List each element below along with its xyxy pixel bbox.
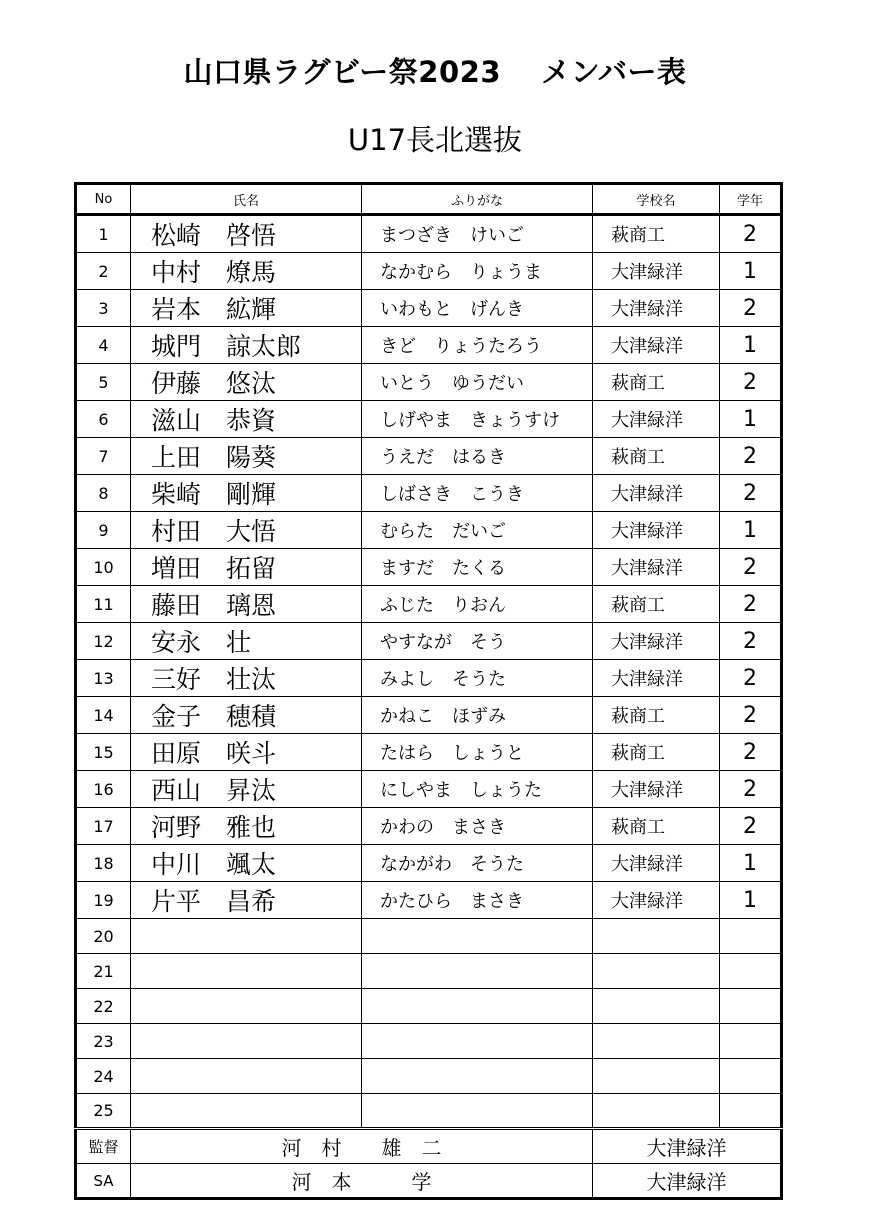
player-school: 大津緑洋	[593, 475, 720, 512]
header-name: 氏名	[131, 184, 362, 215]
player-no: 13	[76, 660, 131, 697]
table-row	[76, 253, 782, 290]
player-no: 5	[76, 364, 131, 401]
player-kana: かたひら まさき	[362, 882, 593, 919]
player-kana: いわもと げんき	[362, 290, 593, 327]
player-school: 萩商工	[593, 697, 720, 734]
player-school: 大津緑洋	[593, 771, 720, 808]
player-kana: たはら しょうと	[362, 734, 593, 771]
table-row	[76, 623, 782, 660]
player-name: 中川 颯太	[131, 845, 362, 882]
player-name: 伊藤 悠汰	[131, 364, 362, 401]
table-row	[76, 1024, 782, 1059]
player-kana: なかむら りょうま	[362, 253, 593, 290]
player-no: 25	[76, 1094, 131, 1129]
player-no: 6	[76, 401, 131, 438]
player-name: 片平 昌希	[131, 882, 362, 919]
table-row	[76, 697, 782, 734]
player-name: 城門 諒太郎	[131, 327, 362, 364]
player-grade: 2	[720, 808, 782, 845]
staff-row	[76, 1129, 782, 1164]
player-no: 19	[76, 882, 131, 919]
table-row	[76, 734, 782, 771]
player-name: 河野 雅也	[131, 808, 362, 845]
player-school: 萩商工	[593, 438, 720, 475]
staff-name: 河 本 学	[131, 1164, 593, 1199]
player-name: 中村 燎馬	[131, 253, 362, 290]
table-row	[76, 845, 782, 882]
header-no: No	[76, 184, 131, 215]
player-grade	[720, 954, 782, 989]
player-kana	[362, 919, 593, 954]
player-school: 萩商工	[593, 364, 720, 401]
player-grade: 2	[720, 623, 782, 660]
player-grade: 1	[720, 882, 782, 919]
player-grade: 1	[720, 845, 782, 882]
table-row	[76, 882, 782, 919]
table-row	[76, 475, 782, 512]
player-name	[131, 1094, 362, 1129]
player-school: 大津緑洋	[593, 882, 720, 919]
player-no: 7	[76, 438, 131, 475]
player-grade	[720, 1059, 782, 1094]
player-school: 大津緑洋	[593, 549, 720, 586]
player-no: 11	[76, 586, 131, 623]
table-row	[76, 327, 782, 364]
player-school: 大津緑洋	[593, 660, 720, 697]
staff-school: 大津緑洋	[593, 1129, 782, 1164]
player-no: 2	[76, 253, 131, 290]
player-grade: 2	[720, 697, 782, 734]
player-name	[131, 989, 362, 1024]
table-row	[76, 290, 782, 327]
table-row	[76, 364, 782, 401]
player-kana: なかがわ そうた	[362, 845, 593, 882]
player-kana: にしやま しょうた	[362, 771, 593, 808]
header-kana: ふりがな	[362, 184, 593, 215]
player-grade: 2	[720, 364, 782, 401]
table-row	[76, 989, 782, 1024]
table-row	[76, 586, 782, 623]
staff-rows	[76, 1129, 782, 1199]
player-kana	[362, 954, 593, 989]
table-header-row	[76, 184, 782, 215]
table-row	[76, 1059, 782, 1094]
player-school: 萩商工	[593, 808, 720, 845]
staff-role: SA	[76, 1164, 131, 1199]
player-name: 滋山 恭資	[131, 401, 362, 438]
table-row	[76, 1094, 782, 1129]
player-name: 三好 壮汰	[131, 660, 362, 697]
player-grade: 2	[720, 290, 782, 327]
player-kana: むらた だいご	[362, 512, 593, 549]
player-name: 金子 穂積	[131, 697, 362, 734]
player-school: 萩商工	[593, 586, 720, 623]
player-school: 萩商工	[593, 215, 720, 253]
player-kana: ますだ たくる	[362, 549, 593, 586]
player-no: 9	[76, 512, 131, 549]
player-name	[131, 919, 362, 954]
player-kana: かわの まさき	[362, 808, 593, 845]
player-school: 大津緑洋	[593, 401, 720, 438]
player-grade: 2	[720, 438, 782, 475]
player-name	[131, 1059, 362, 1094]
player-kana	[362, 1094, 593, 1129]
player-kana: しばさき こうき	[362, 475, 593, 512]
player-school: 大津緑洋	[593, 845, 720, 882]
header-grade: 学年	[720, 184, 782, 215]
player-name	[131, 1024, 362, 1059]
table-row	[76, 771, 782, 808]
player-kana	[362, 1024, 593, 1059]
player-rows	[76, 215, 782, 1129]
player-grade: 1	[720, 327, 782, 364]
player-no: 3	[76, 290, 131, 327]
player-kana: かねこ ほずみ	[362, 697, 593, 734]
table-row	[76, 512, 782, 549]
table-row	[76, 660, 782, 697]
staff-role: 監督	[76, 1129, 131, 1164]
player-school: 大津緑洋	[593, 327, 720, 364]
table-row	[76, 919, 782, 954]
table-row	[76, 438, 782, 475]
player-school	[593, 919, 720, 954]
player-grade	[720, 1024, 782, 1059]
player-no: 8	[76, 475, 131, 512]
player-no: 4	[76, 327, 131, 364]
player-name	[131, 954, 362, 989]
player-no: 10	[76, 549, 131, 586]
member-table	[74, 182, 783, 1200]
player-name: 増田 拓留	[131, 549, 362, 586]
player-name: 柴崎 剛輝	[131, 475, 362, 512]
staff-row	[76, 1164, 782, 1199]
player-school	[593, 1094, 720, 1129]
player-name: 田原 咲斗	[131, 734, 362, 771]
page-title: 山口県ラグビー祭2023 メンバー表	[183, 55, 687, 89]
player-no: 1	[76, 215, 131, 253]
player-name: 安永 壮	[131, 623, 362, 660]
player-school: 大津緑洋	[593, 290, 720, 327]
player-grade: 1	[720, 253, 782, 290]
team-subtitle: U17長北選抜	[347, 123, 523, 157]
player-kana: まつざき けいご	[362, 215, 593, 253]
player-no: 15	[76, 734, 131, 771]
player-no: 18	[76, 845, 131, 882]
player-kana: ふじた りおん	[362, 586, 593, 623]
player-kana	[362, 989, 593, 1024]
table-row	[76, 549, 782, 586]
player-school: 大津緑洋	[593, 623, 720, 660]
staff-name: 河 村 雄 二	[131, 1129, 593, 1164]
player-no: 24	[76, 1059, 131, 1094]
player-grade: 2	[720, 771, 782, 808]
player-grade: 1	[720, 401, 782, 438]
player-grade	[720, 919, 782, 954]
player-no: 23	[76, 1024, 131, 1059]
player-school	[593, 989, 720, 1024]
staff-school: 大津緑洋	[593, 1164, 782, 1199]
player-grade: 2	[720, 475, 782, 512]
table-row	[76, 401, 782, 438]
player-kana: やすなが そう	[362, 623, 593, 660]
player-school	[593, 1059, 720, 1094]
player-kana: いとう ゆうだい	[362, 364, 593, 401]
player-no: 22	[76, 989, 131, 1024]
player-no: 17	[76, 808, 131, 845]
player-grade	[720, 989, 782, 1024]
player-name: 西山 昇汰	[131, 771, 362, 808]
player-no: 21	[76, 954, 131, 989]
player-name: 松崎 啓悟	[131, 215, 362, 253]
player-kana: きど りょうたろう	[362, 327, 593, 364]
player-school	[593, 954, 720, 989]
player-school: 大津緑洋	[593, 253, 720, 290]
header-school: 学校名	[593, 184, 720, 215]
player-grade: 2	[720, 586, 782, 623]
player-grade: 1	[720, 512, 782, 549]
player-kana: みよし そうた	[362, 660, 593, 697]
table-row	[76, 808, 782, 845]
player-grade: 2	[720, 734, 782, 771]
player-grade	[720, 1094, 782, 1129]
player-name: 岩本 絋輝	[131, 290, 362, 327]
player-school: 萩商工	[593, 734, 720, 771]
player-kana: うえだ はるき	[362, 438, 593, 475]
player-name: 藤田 璃恩	[131, 586, 362, 623]
player-school: 大津緑洋	[593, 512, 720, 549]
player-no: 14	[76, 697, 131, 734]
player-grade: 2	[720, 215, 782, 253]
player-no: 20	[76, 919, 131, 954]
player-grade: 2	[720, 549, 782, 586]
player-kana	[362, 1059, 593, 1094]
player-name: 村田 大悟	[131, 512, 362, 549]
player-no: 12	[76, 623, 131, 660]
player-grade: 2	[720, 660, 782, 697]
player-no: 16	[76, 771, 131, 808]
table-row	[76, 215, 782, 253]
table-row	[76, 954, 782, 989]
player-school	[593, 1024, 720, 1059]
player-name: 上田 陽葵	[131, 438, 362, 475]
player-kana: しげやま きょうすけ	[362, 401, 593, 438]
